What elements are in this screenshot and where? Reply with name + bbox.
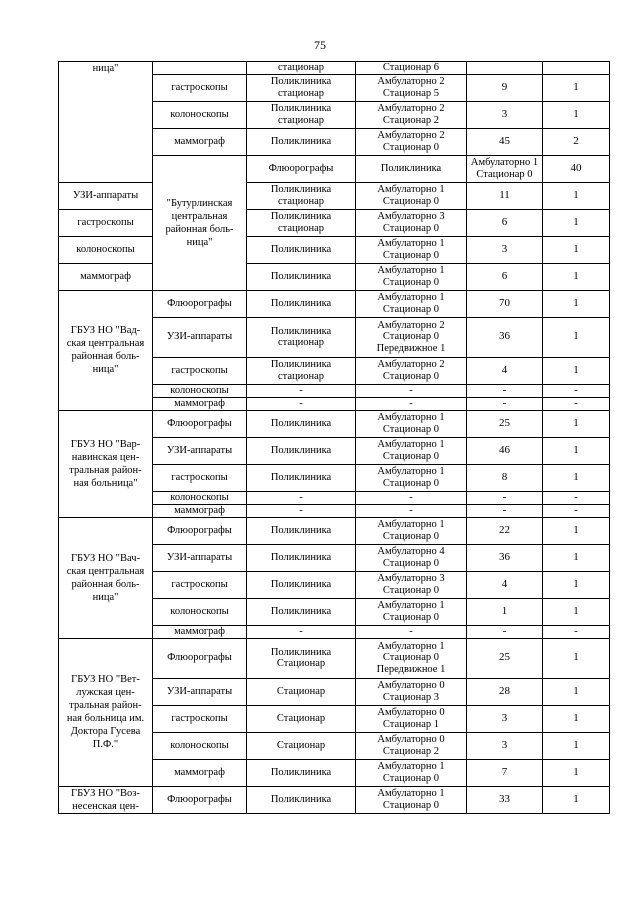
unit-cell: Поликлиника (247, 786, 356, 813)
table-row (59, 263, 610, 290)
equipment-cell: маммограф (153, 397, 247, 410)
count-cell: 9 (467, 74, 543, 101)
count-cell: 4 (467, 357, 543, 384)
count-cell: 45 (467, 128, 543, 155)
count-cell: 6 (467, 209, 543, 236)
table-row (59, 410, 610, 437)
equipment-cell: УЗИ-аппараты (153, 317, 247, 357)
number-cell: 1 (543, 598, 610, 625)
count-cell: 3 (467, 705, 543, 732)
regime-cell: Амбулаторно 1 Стационар 0 (356, 236, 467, 263)
regime-cell: Амбулаторно 2 Стационар 2 (356, 101, 467, 128)
number-cell: 1 (543, 263, 610, 290)
count-cell: - (467, 625, 543, 638)
count-cell: 3 (467, 236, 543, 263)
table-row (59, 182, 610, 209)
count-cell: - (467, 397, 543, 410)
regime-cell: Амбулаторно 3 Стационар 0 (356, 571, 467, 598)
number-cell: 1 (543, 317, 610, 357)
number-cell: 1 (543, 464, 610, 491)
regime-cell: Амбулаторно 1 Стационар 0 (356, 410, 467, 437)
number-cell: 1 (543, 290, 610, 317)
regime-cell: - (356, 504, 467, 517)
count-cell: 3 (467, 732, 543, 759)
unit-cell: Поликлиника стационар (247, 101, 356, 128)
regime-cell: Амбулаторно 4 Стационар 0 (356, 544, 467, 571)
regime-cell: Амбулаторно 2 Стационар 5 (356, 74, 467, 101)
organization-cell: ГБУЗ НО "Вар- навинская цен- тральная район- ная больница" (59, 410, 153, 517)
unit-cell: Стационар (247, 678, 356, 705)
equipment-cell: гастроскопы (153, 705, 247, 732)
regime-cell: Амбулаторно 1 Стационар 0 (356, 759, 467, 786)
unit-cell: Поликлиника (247, 759, 356, 786)
number-cell: 1 (543, 182, 610, 209)
regime-cell: - (356, 491, 467, 504)
number-cell: - (543, 625, 610, 638)
count-cell: 6 (467, 263, 543, 290)
unit-cell: Стационар (247, 732, 356, 759)
unit-cell: Поликлиника (247, 437, 356, 464)
equipment-cell: Флюорографы (153, 517, 247, 544)
equipment-table (58, 61, 610, 814)
equipment-cell: колоноскопы (153, 101, 247, 128)
regime-cell: Амбулаторно 0 Стационар 2 (356, 732, 467, 759)
equipment-cell: маммограф (153, 759, 247, 786)
count-cell (467, 62, 543, 75)
regime-cell: - (356, 397, 467, 410)
count-cell: 11 (467, 182, 543, 209)
equipment-cell: колоноскопы (153, 384, 247, 397)
number-cell: 1 (543, 517, 610, 544)
equipment-cell: Флюорографы (153, 786, 247, 813)
number-cell: 1 (543, 786, 610, 813)
unit-cell: Поликлиника стационар (247, 74, 356, 101)
number-cell: 1 (543, 705, 610, 732)
equipment-cell: УЗИ-аппараты (153, 678, 247, 705)
regime-cell: - (356, 384, 467, 397)
regime-cell: Амбулаторно 2 Стационар 0 (356, 128, 467, 155)
unit-cell: Поликлиника (247, 544, 356, 571)
unit-cell: Поликлиника (247, 410, 356, 437)
equipment-cell: УЗИ-аппараты (153, 437, 247, 464)
regime-cell: Амбулаторно 3 Стационар 0 (356, 209, 467, 236)
equipment-cell: колоноскопы (153, 732, 247, 759)
equipment-cell (153, 62, 247, 75)
table-row (59, 62, 610, 75)
equipment-cell: маммограф (59, 263, 153, 290)
table-row (59, 638, 610, 678)
unit-cell: Поликлиника стационар (247, 209, 356, 236)
equipment-cell: Флюорографы (153, 410, 247, 437)
unit-cell: Поликлиника (247, 464, 356, 491)
regime-cell: Амбулаторно 0 Стационар 1 (356, 705, 467, 732)
regime-cell: Амбулаторно 1 Стационар 0 (356, 517, 467, 544)
equipment-cell: УЗИ-аппараты (59, 182, 153, 209)
equipment-cell: гастроскопы (153, 74, 247, 101)
equipment-cell: гастроскопы (153, 357, 247, 384)
organization-cell: ГБУЗ НО "Воз- несенская цен- (59, 786, 153, 813)
regime-cell: Амбулаторно 1 Стационар 0 (356, 437, 467, 464)
unit-cell: Поликлиника стационар (247, 182, 356, 209)
organization-cell: ГБУЗ НО "Вад- ская центральная районная боль- ница" (59, 290, 153, 410)
count-cell: 7 (467, 759, 543, 786)
count-cell: 1 (467, 598, 543, 625)
equipment-cell: колоноскопы (153, 491, 247, 504)
unit-cell: Поликлиника Стационар (247, 638, 356, 678)
number-cell: 1 (543, 437, 610, 464)
number-cell: 1 (543, 236, 610, 263)
number-cell: - (543, 491, 610, 504)
equipment-cell: колоноскопы (153, 598, 247, 625)
number-cell: 1 (543, 101, 610, 128)
regime-cell: Амбулаторно 2 Стационар 0 Передвижное 1 (356, 317, 467, 357)
count-cell: 8 (467, 464, 543, 491)
unit-cell: - (247, 491, 356, 504)
equipment-cell: Флюорографы (153, 638, 247, 678)
count-cell: - (467, 504, 543, 517)
unit-cell: Поликлиника стационар (247, 357, 356, 384)
count-cell: - (467, 384, 543, 397)
equipment-cell: Флюорографы (247, 155, 356, 182)
table-row (59, 786, 610, 813)
regime-cell: Амбулаторно 1 Стационар 0 (356, 290, 467, 317)
number-cell: 1 (543, 209, 610, 236)
number-cell: 1 (543, 571, 610, 598)
equipment-cell: гастроскопы (153, 464, 247, 491)
equipment-cell: УЗИ-аппараты (153, 544, 247, 571)
count-cell: 25 (467, 410, 543, 437)
count-cell: 70 (467, 290, 543, 317)
number-cell: 1 (543, 678, 610, 705)
number-cell: 1 (543, 638, 610, 678)
regime-cell: Амбулаторно 0 Стационар 3 (356, 678, 467, 705)
equipment-cell: гастроскопы (153, 571, 247, 598)
equipment-cell: колоноскопы (59, 236, 153, 263)
number-cell: 1 (543, 357, 610, 384)
regime-cell: Амбулаторно 1 Стационар 0 (356, 182, 467, 209)
table-row (59, 290, 610, 317)
equipment-cell: маммограф (153, 625, 247, 638)
regime-cell: - (356, 625, 467, 638)
regime-cell: Амбулаторно 1 Стационар 0 (356, 464, 467, 491)
regime-cell: Амбулаторно 2 Стационар 0 (356, 357, 467, 384)
unit-cell: Стационар (247, 705, 356, 732)
equipment-cell: гастроскопы (59, 209, 153, 236)
count-cell: 28 (467, 678, 543, 705)
number-cell: 1 (543, 74, 610, 101)
unit-cell: - (247, 384, 356, 397)
unit-cell: Поликлиника (247, 236, 356, 263)
count-cell: - (467, 491, 543, 504)
organization-cell: ГБУЗ НО "Вет- лужская цен- тральная район- ная больница им. Доктора Гусева П.Ф." (59, 638, 153, 786)
count-cell: 22 (467, 517, 543, 544)
unit-cell: Поликлиника (247, 517, 356, 544)
count-cell: 40 (543, 155, 610, 182)
unit-cell: Поликлиника (247, 128, 356, 155)
unit-cell: стационар (247, 62, 356, 75)
number-cell: - (543, 384, 610, 397)
unit-cell: - (247, 397, 356, 410)
page-number: 75 (314, 38, 326, 52)
count-cell: 25 (467, 638, 543, 678)
number-cell: - (543, 504, 610, 517)
count-cell: 3 (467, 101, 543, 128)
regime-cell: Амбулаторно 1 Стационар 0 (356, 263, 467, 290)
unit-cell: Поликлиника (247, 263, 356, 290)
number-cell: 1 (543, 544, 610, 571)
unit-cell: Поликлиника (247, 571, 356, 598)
number-cell: 2 (543, 128, 610, 155)
number-cell: 1 (543, 759, 610, 786)
count-cell: 33 (467, 786, 543, 813)
organization-cell: ГБУЗ НО "Вач- ская центральная районная боль- ница" (59, 517, 153, 638)
equipment-cell: маммограф (153, 128, 247, 155)
unit-cell: - (247, 504, 356, 517)
number-cell: - (543, 397, 610, 410)
equipment-cell: маммограф (153, 504, 247, 517)
organization-cell: ница" (59, 62, 153, 183)
equipment-cell: Флюорографы (153, 290, 247, 317)
regime-cell: Амбулаторно 1 Стационар 0 (356, 786, 467, 813)
number-cell: 1 (543, 410, 610, 437)
number-cell (543, 62, 610, 75)
organization-cell: "Бутурлинская центральная районная боль- ница" (153, 155, 247, 290)
number-cell: 1 (543, 732, 610, 759)
regime-cell: Амбулаторно 1 Стационар 0 (356, 598, 467, 625)
unit-cell: Поликлиника (247, 290, 356, 317)
unit-cell: Поликлиника (247, 598, 356, 625)
unit-cell: Поликлиника стационар (247, 317, 356, 357)
regime-cell: Стационар 6 (356, 62, 467, 75)
count-cell: 36 (467, 317, 543, 357)
count-cell: 4 (467, 571, 543, 598)
unit-cell: Поликлиника (356, 155, 467, 182)
regime-cell: Амбулаторно 1 Стационар 0 (467, 155, 543, 182)
count-cell: 46 (467, 437, 543, 464)
table-row (59, 209, 610, 236)
table-row (59, 236, 610, 263)
table-row (59, 517, 610, 544)
unit-cell: - (247, 625, 356, 638)
regime-cell: Амбулаторно 1 Стационар 0 Передвижное 1 (356, 638, 467, 678)
count-cell: 36 (467, 544, 543, 571)
